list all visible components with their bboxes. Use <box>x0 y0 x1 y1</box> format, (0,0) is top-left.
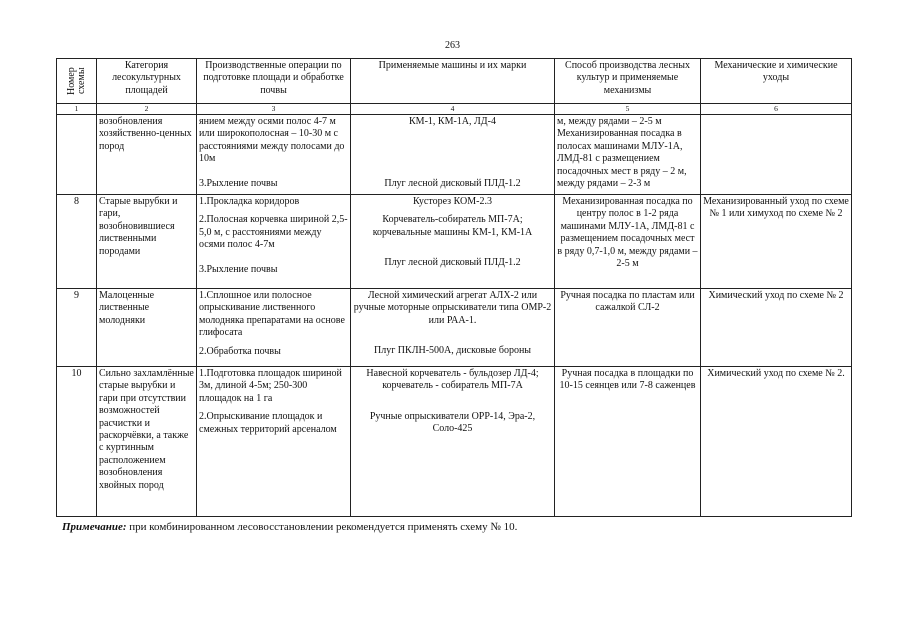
category-cell: возобновления хозяйственно-ценных пород <box>97 115 197 195</box>
method-cell: Механизированная посадка по центру полос в 1-2 ряда машинами МЛУ-1А, ЛМД-81 с размещением посадочных мест в ряду 0,7-1,0 м, между рядами – 2-5 м <box>555 195 701 289</box>
scheme-number <box>57 115 97 195</box>
machines-cell: Кусторез КОМ-2.3 Корчеватель-собиратель МП-7А; корчевальные машины КМ-1, КМ-1А Плуг лесной дисковый ПЛД-1.2 <box>351 195 555 289</box>
note-text: при комбинированном лесовосстановлении рекомендуется применять схему № 10. <box>126 521 518 533</box>
category-cell: Старые вырубки и гари, возобновившиеся лиственными породами <box>97 195 197 289</box>
care-cell: Химический уход по схеме № 2. <box>701 367 852 517</box>
header-category: Категория лесокультурных площадей <box>97 59 197 104</box>
care-cell: Химический уход по схеме № 2 <box>701 289 852 367</box>
care-cell: Механизированный уход по схеме № 1 или химуход по схеме № 2 <box>701 195 852 289</box>
care-cell <box>701 115 852 195</box>
header-care: Механические и химические уходы <box>701 59 852 104</box>
table-header-row <box>57 59 852 104</box>
machines-cell: Лесной химический агрегат АЛХ-2 или ручные моторные опрыскиватели типа ОМР-2 или РАА-1. Плуг ПКЛН-500А, дисковые бороны <box>351 289 555 367</box>
scheme-number: 9 <box>57 289 97 367</box>
operations-cell: 1.Прокладка коридоров 2.Полосная корчевка шириной 2,5-5,0 м, с расстояниями между осями полос 4-7м 3.Рыхление почвы <box>197 195 351 289</box>
operations-cell: янием между осями полос 4-7 м или широкополосная – 10-30 м с расстояниями между полосами до 10м 3.Рыхление почвы <box>197 115 351 195</box>
table-row <box>57 115 852 195</box>
forest-culture-table <box>56 58 852 517</box>
header-method: Способ производства лесных культур и применяемые механизмы <box>555 59 701 104</box>
header-operations: Производственные операции по подготовке площади и обработке почвы <box>197 59 351 104</box>
header-scheme-number: Номер схемы <box>57 59 97 104</box>
category-cell: Сильно захламлённые старые вырубки и гари при отсутствии возможностей расчистки и раскорчёвки, а также с куртинным расположением возобновления хвойных пород <box>97 367 197 517</box>
method-cell: м, между рядами – 2-5 м Механизированная посадка в полосах машинами МЛУ-1А, ЛМД-81 с размещением посадочных мест в ряду – 2 м, между рядами – 2-3 м <box>555 115 701 195</box>
operations-cell: 1.Подготовка площадок шириной 3м, длиной 4-5м; 250-300 площадок на 1 га 2.Опрыскивание площадок и смежных территорий арсеналом <box>197 367 351 517</box>
column-number-row: 1 2 3 4 5 6 <box>57 104 852 115</box>
header-machines: Применяемые машины и их марки <box>351 59 555 104</box>
machines-cell: КМ-1, КМ-1А, ЛД-4 Плуг лесной дисковый ПЛД-1.2 <box>351 115 555 195</box>
scheme-number: 8 <box>57 195 97 289</box>
page-number: 263 <box>445 40 460 51</box>
scheme-number: 10 <box>57 367 97 517</box>
table-row <box>57 367 852 517</box>
operations-cell: 1.Сплошное или полосное опрыскивание лиственного молодняка препаратами на основе глифосата 2.Обработка почвы <box>197 289 351 367</box>
method-cell: Ручная посадка в площадки по 10-15 сеянцев или 7-8 саженцев <box>555 367 701 517</box>
machines-cell: Навесной корчеватель - бульдозер ЛД-4; корчеватель - собиратель МП-7А Ручные опрыскиватели ОРР-14, Эра-2, Соло-425 <box>351 367 555 517</box>
table-note <box>62 521 517 533</box>
note-label: Примечание: <box>62 521 127 533</box>
table-row <box>57 289 852 367</box>
method-cell: Ручная посадка по пластам или сажалкой СЛ-2 <box>555 289 701 367</box>
table-row <box>57 195 852 289</box>
category-cell: Малоценные лиственные молодняки <box>97 289 197 367</box>
